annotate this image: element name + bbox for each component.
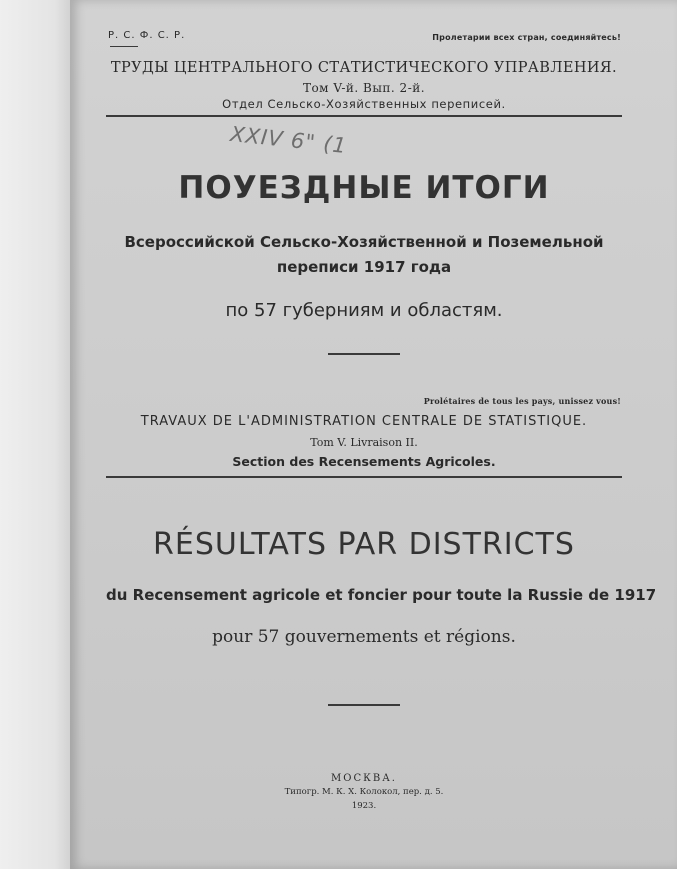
french-institution: TRAVAUX DE L'ADMINISTRATION CENTRALE DE STATISTIQUE.: [140, 414, 588, 429]
header-motto-ru: Пролетарии всех стран, соединяйтесь!: [432, 33, 621, 42]
imprint-city: МОСКВА.: [331, 773, 397, 784]
imprint-printer: Типогр. М. К. Х. Колокол, пер. д. 5.: [284, 787, 444, 797]
french-section: Section des Recensements Agricoles.: [232, 454, 496, 469]
russian-subtitle-line2: переписи 1917 года: [276, 258, 452, 276]
scan-margin: [0, 0, 78, 869]
header-rule: [106, 115, 622, 117]
header-institution: ТРУДЫ ЦЕНТРАЛЬНОГО СТАТИСТИЧЕСКОГО УПРАВЛЕНИЯ.: [110, 60, 618, 76]
title-page: [70, 0, 677, 869]
french-volume: Tom V. Livraison II.: [310, 436, 418, 449]
header-rsfsr-underline: [110, 46, 138, 47]
separator-bottom: [328, 704, 400, 706]
header-department: Отдел Сельско-Хозяйственных переписей.: [222, 97, 506, 111]
french-subtitle: du Recensement agricole et foncier pour toute la Russie de 1917: [106, 586, 657, 604]
handwritten-shelfmark: XXIV 6" (1: [229, 121, 349, 159]
french-title: RÉSULTATS PAR DISTRICTS: [153, 527, 575, 562]
header-volume: Том V-й. Вып. 2-й.: [302, 81, 426, 95]
russian-scope: по 57 губерниям и областям.: [225, 300, 503, 321]
imprint-year: 1923.: [351, 801, 377, 811]
separator-top: [328, 353, 400, 355]
french-rule: [106, 476, 622, 478]
russian-title: ПОУЕЗДНЫЕ ИТОГИ: [178, 170, 550, 206]
russian-subtitle-line1: Всероссийской Сельско-Хозяйственной и Поземельной: [124, 233, 604, 251]
french-scope: pour 57 gouvernements et régions.: [212, 627, 516, 647]
header-rsfsr: Р. С. Ф. С. Р.: [108, 30, 186, 41]
french-motto: Prolétaires de tous les pays, unissez vous!: [423, 396, 621, 406]
